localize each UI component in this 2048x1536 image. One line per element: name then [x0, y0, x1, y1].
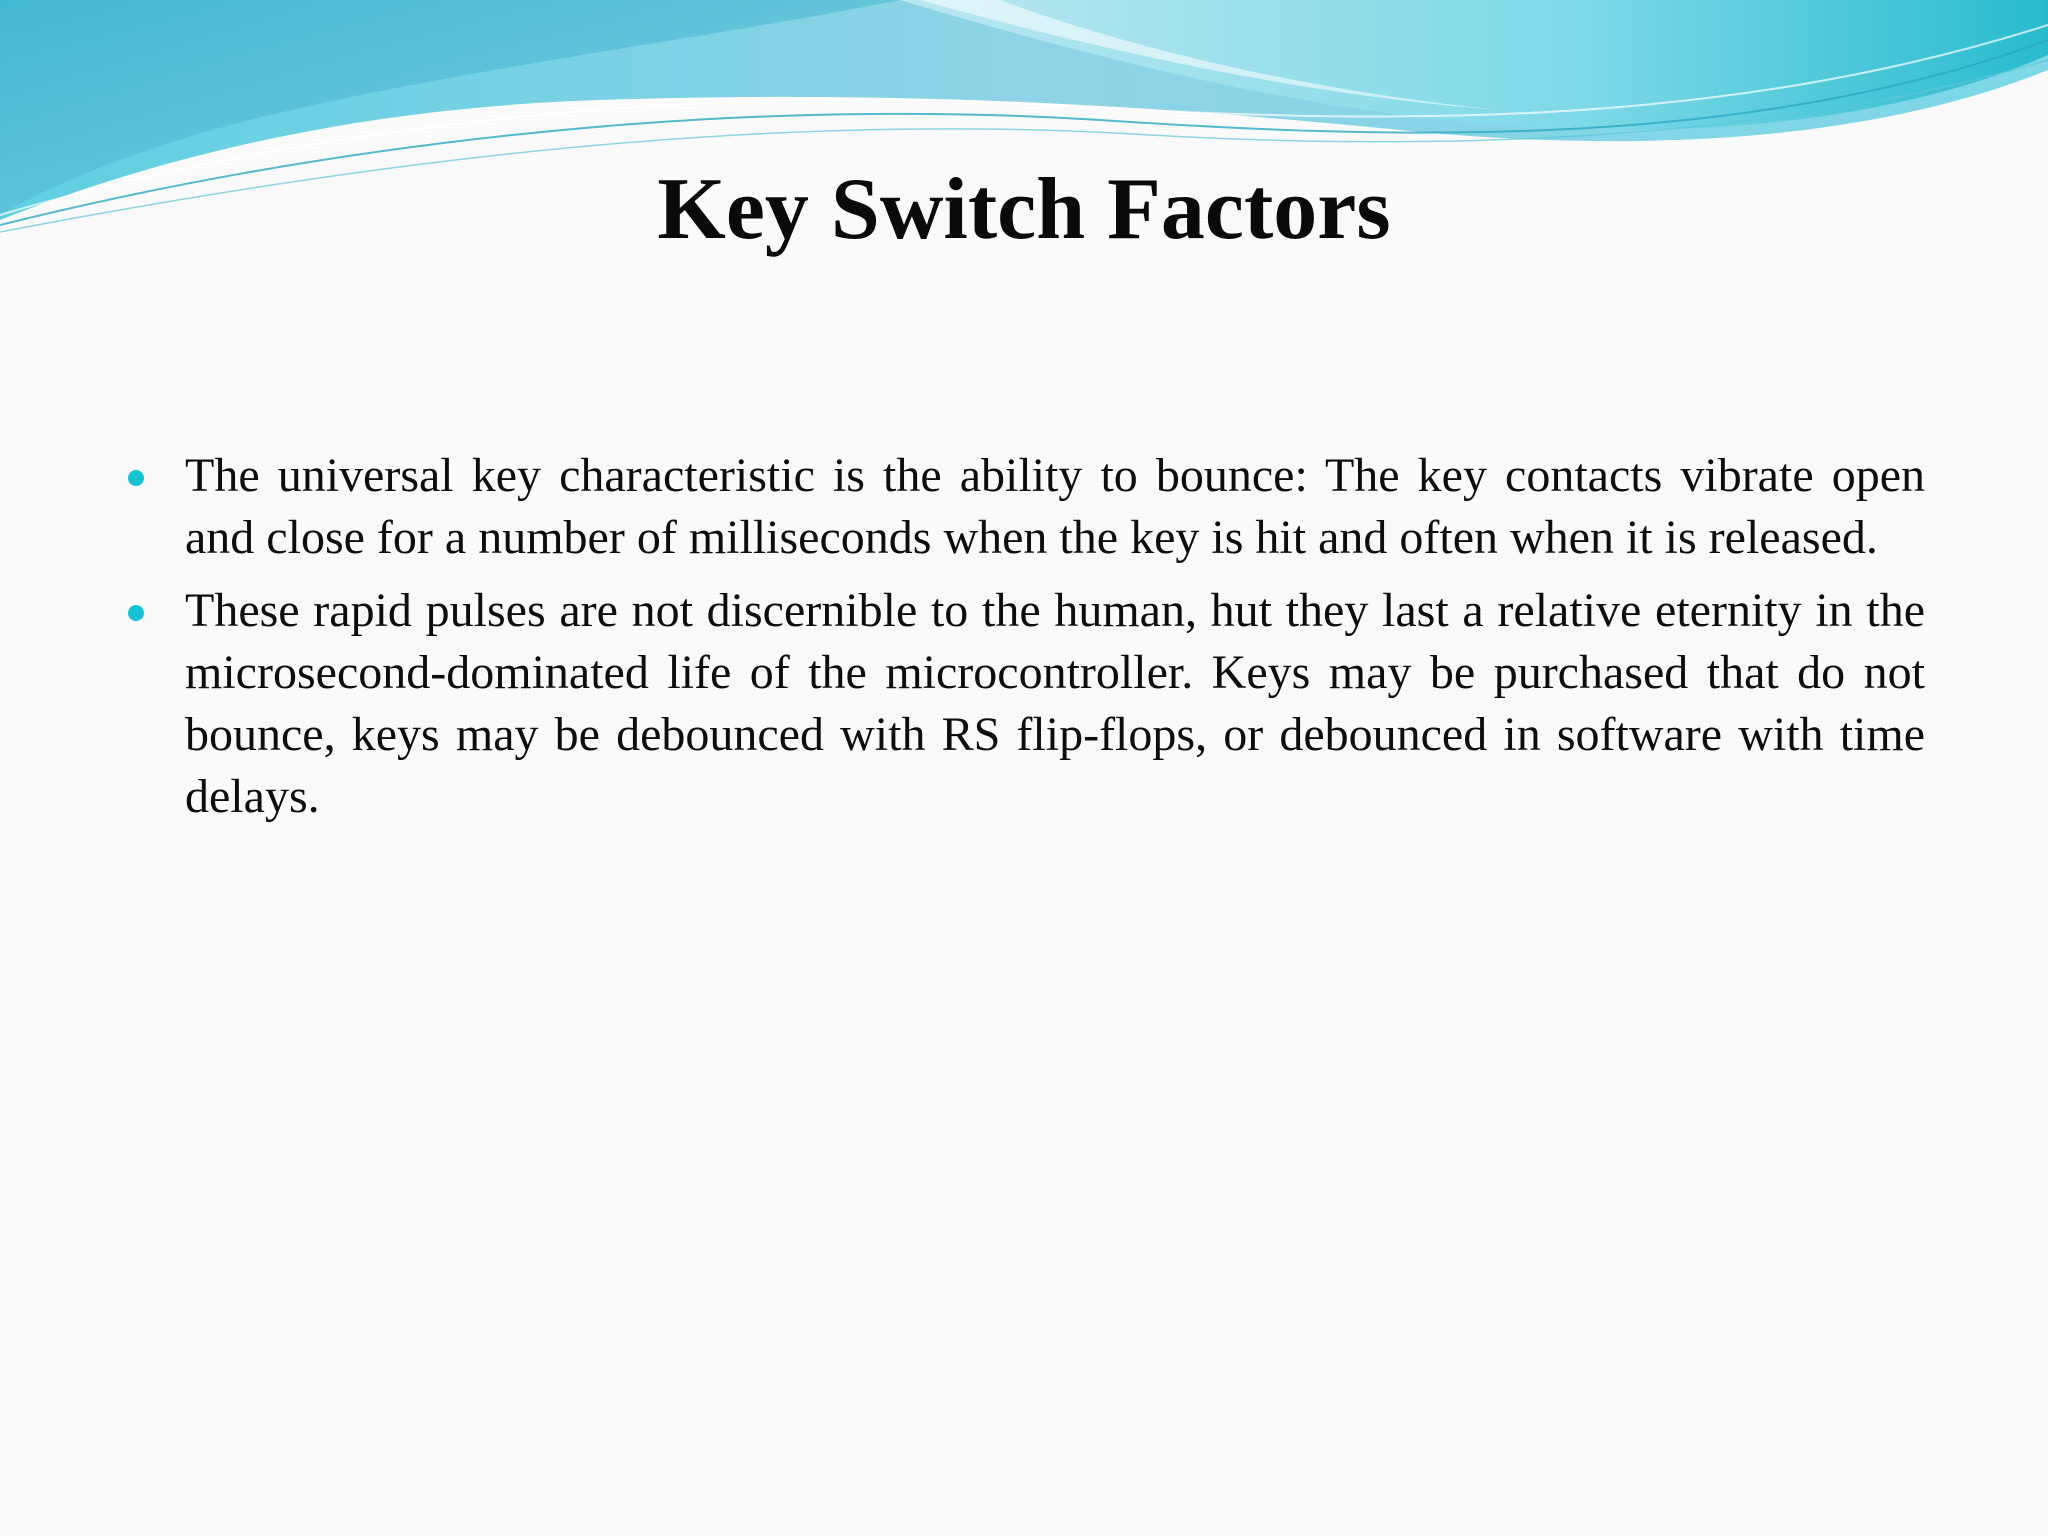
bullet-list	[120, 445, 1925, 839]
bullet-dot-icon	[128, 470, 144, 486]
bullet-dot-icon	[128, 605, 144, 621]
bullet-text: The universal key characteristic is the ability to bounce: The key contacts vibrate open and close for a number of milliseconds when the key is hit and often when it is released.	[185, 449, 1925, 564]
list-item	[120, 445, 1925, 569]
list-item	[120, 580, 1925, 828]
bullet-text: These rapid pulses are not discernible to the human, hut they last a relative eternity in the microsecond-dominated life of the microcontroller. Keys may be purchased that do not bounce, keys may be debounced with RS flip-flops, or debounced in software with time delays.	[185, 584, 1925, 823]
slide-title: Key Switch Factors	[657, 161, 1391, 258]
